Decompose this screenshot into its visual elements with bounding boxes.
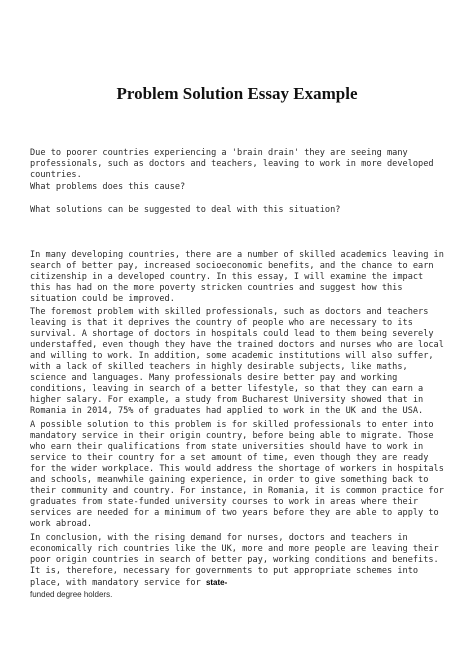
essay-problem-paragraph: The foremost problem with skilled professionals, such as doctors and teachers leaving is that it deprives the country of people who are necessary to its survival. A shortage of doctors in hospitals could lead to them being severely understaffed, even though they have the trained doctors and nurses who are local and willing to work. In addition, some academic institutions will also suffer, with a lack of skilled teachers in highly desirable subjects, like maths, science and languages. Many professionals desire better pay and working conditions, leaving in search of a better lifestyle, so that they can earn a higher salary. For example, a study from Bucharest University showed that in Romania in 2014, 75% of graduates had applied to work in the UK and the USA. bbox=[30, 307, 444, 416]
question-problems: What problems does this cause? bbox=[30, 182, 186, 192]
conclusion-text: In conclusion, with the rising demand for nurses, doctors and teachers in economically rich countries like the UK, more and more people are leaving their poor origin countries in search of better pay, working conditions and benefits. It is, therefore, necessary for governments to put appropriate schemes into place, with mandatory service for bbox=[30, 533, 439, 588]
conclusion-bold-fragment: state- bbox=[205, 578, 228, 587]
essay-introduction-paragraph: In many developing countries, there are a number of skilled academics leaving in search of better pay, increased socioeconomic benefits, and the chance to earn citizenship in a developed country. In this essay, I will examine the impact this has had on the more poverty stricken countries and suggest how this situation could be improved. bbox=[30, 250, 444, 304]
essay-solution-paragraph: A possible solution to this problem is for skilled professionals to enter into mandatory service in their origin country, before being able to migrate. Those who earn their qualifications from state universities should have to work in service to their country for a set amount of time, even though they are ready for the wider workplace. This would address the shortage of workers in hospitals and schools, meanwhile gaining experience, in order to give something back to their community and country. For instance, in Romania, it is common practice for graduates from state-funded university courses to work in areas where their services are needed for a minimum of two years before they are able to apply to work abroad. bbox=[30, 420, 444, 529]
question-solutions: What solutions can be suggested to deal with this situation? bbox=[30, 205, 341, 215]
intro-paragraph: Due to poorer countries experiencing a 'brain drain' they are seeing many professionals, such as doctors and teachers, leaving to work in more developed countries. bbox=[30, 148, 434, 180]
essay-conclusion-paragraph bbox=[30, 533, 446, 601]
conclusion-final-fragment: funded degree holders. bbox=[30, 590, 113, 599]
page-title: Problem Solution Essay Example bbox=[116, 84, 358, 103]
